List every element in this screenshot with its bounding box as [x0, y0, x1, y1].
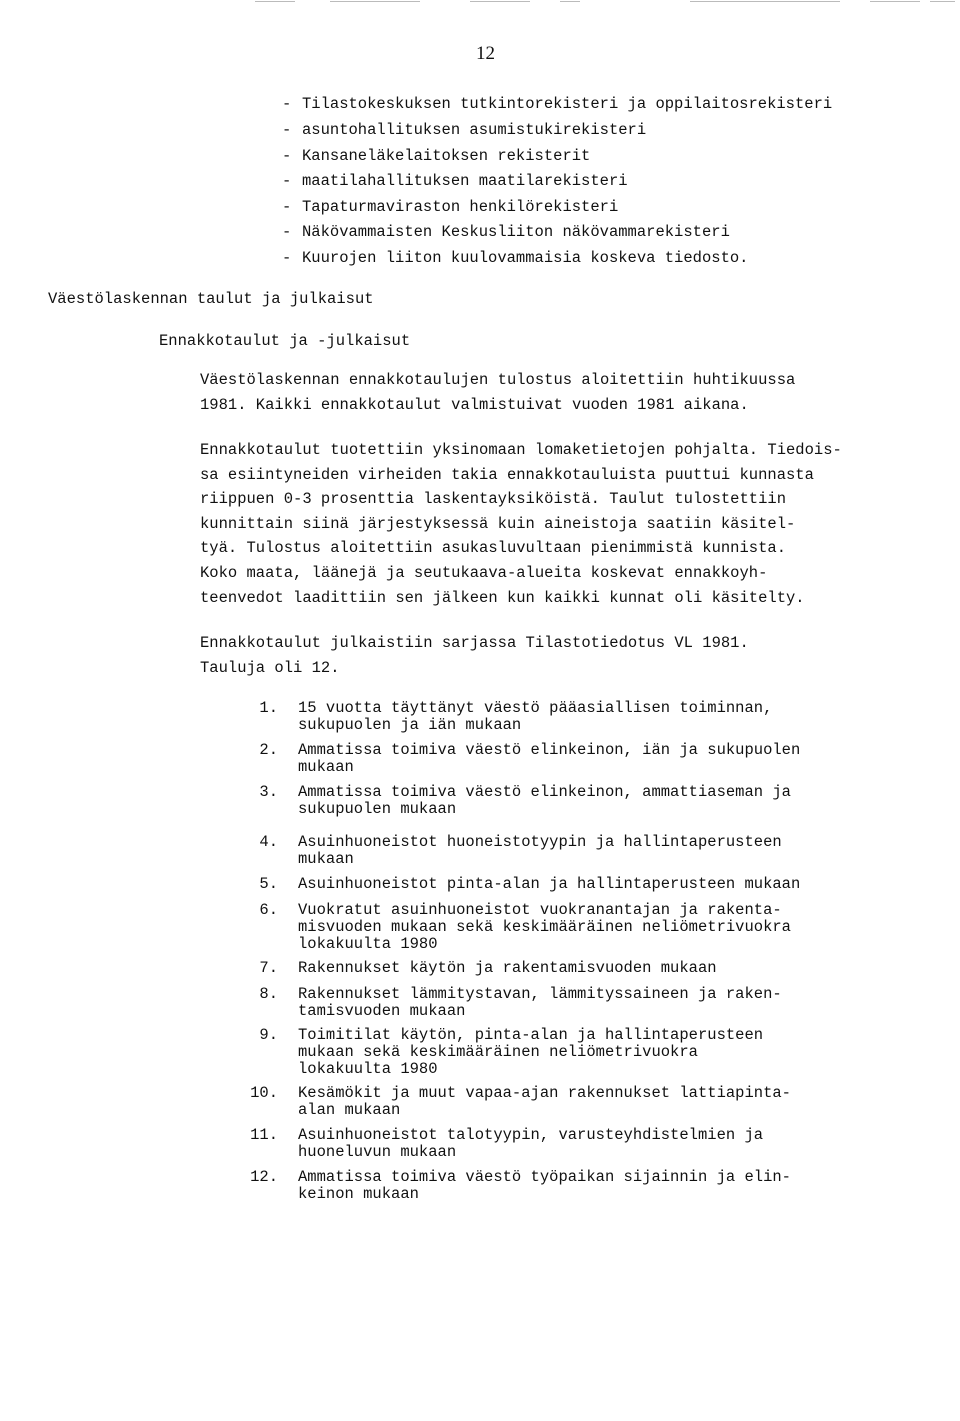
paragraph-line: 1981. Kaikki ennakkotaulut valmistuivat vuoden 1981 aikana. — [200, 395, 749, 414]
paragraph-line: teenvedot laadittiin sen jälkeen kun kaikki kunnat oli käsitelty. — [200, 588, 805, 607]
paragraph-line: riippuen 0-3 prosenttia laskentayksiköistä. Taulut tulostettiin — [200, 490, 786, 509]
table-title: Toimitilat käytön, pinta-alan ja hallintaperusteen mukaan sekä keskimääräinen neliömetrivuokra lokakuulta 1980 — [298, 1026, 764, 1078]
register-item — [282, 219, 730, 245]
bullet-dash: - — [282, 95, 292, 113]
register-item — [282, 143, 590, 169]
table-title: Ammatissa toimiva väestö elinkeinon, ammattiaseman ja sukupuolen mukaan — [298, 783, 791, 818]
table-title: Rakennukset lämmitystavan, lämmityssaineen ja raken- tamisvuoden mukaan — [298, 985, 782, 1020]
paragraph-line: sa esiintyneiden virheiden takia ennakkotauluista puuttui kunnasta — [200, 465, 814, 484]
bullet-dash: - — [282, 249, 292, 267]
table-number: 1. — [259, 699, 278, 717]
register-text: maatilahallituksen maatilarekisteri — [302, 172, 628, 190]
paragraph-line: tyä. Tulostus aloitettiin asukasluvultaan pienimmistä kunnista. — [200, 539, 786, 558]
register-item — [282, 194, 618, 220]
bullet-dash: - — [282, 198, 292, 216]
paragraph-line: Väestölaskennan ennakkotaulujen tulostus aloitettiin huhtikuussa — [200, 371, 796, 389]
register-item — [282, 245, 748, 271]
register-item — [282, 168, 628, 194]
table-number: 7. — [259, 959, 278, 977]
bullet-dash: - — [282, 121, 292, 139]
table-title: Ammatissa toimiva väestö elinkeinon, iän ja sukupuolen mukaan — [298, 741, 801, 776]
table-number: 5. — [259, 875, 278, 893]
bullet-dash: - — [282, 172, 292, 190]
paragraph-3 — [200, 631, 749, 680]
page-number: 12 — [476, 43, 495, 64]
paragraph-line: Ennakkotaulut tuotettiin yksinomaan lomaketietojen pohjalta. Tiedois- — [200, 441, 842, 459]
subsection-heading: Ennakkotaulut ja -julkaisut — [159, 332, 411, 350]
paragraph-line: Koko maata, läänejä ja seutukaava-alueita koskevat ennakkoyh- — [200, 563, 768, 582]
table-number: 11. — [250, 1126, 278, 1144]
table-title: Asuinhuoneistot talotyypin, varusteyhdistelmien ja huoneluvun mukaan — [298, 1126, 764, 1161]
table-title: Rakennukset käytön ja rakentamisvuoden mukaan — [298, 959, 717, 977]
paragraph-1 — [200, 368, 795, 417]
table-number: 2. — [259, 741, 278, 759]
table-number: 8. — [259, 985, 278, 1003]
table-number: 12. — [250, 1168, 278, 1186]
table-title: Vuokratut asuinhuoneistot vuokranantajan ja rakenta- misvuoden mukaan sekä keskimääräinen neliömetrivuokra lokakuulta 1980 — [298, 901, 791, 953]
register-text: Näkövammaisten Keskusliiton näkövammarekisteri — [302, 223, 730, 241]
register-text: Tilastokeskuksen tutkintorekisteri ja oppilaitosrekisteri — [302, 95, 833, 113]
table-title: Kesämökit ja muut vapaa-ajan rakennukset lattiapinta- alan mukaan — [298, 1084, 791, 1119]
register-item — [282, 91, 832, 117]
table-number: 3. — [259, 783, 278, 801]
paragraph-2 — [200, 438, 842, 610]
scan-edge-marks — [0, 0, 960, 4]
bullet-dash: - — [282, 223, 292, 241]
register-text: asuntohallituksen asumistukirekisteri — [302, 121, 647, 139]
register-text: Kuurojen liiton kuulovammaisia koskeva tiedosto. — [302, 249, 749, 267]
paragraph-line: Ennakkotaulut julkaistiin sarjassa Tilastotiedotus VL 1981. — [200, 634, 749, 652]
table-title: Asuinhuoneistot huoneistotyypin ja hallintaperusteen mukaan — [298, 833, 782, 868]
section-heading: Väestölaskennan taulut ja julkaisut — [48, 290, 374, 308]
table-number: 10. — [250, 1084, 278, 1102]
table-title: 15 vuotta täyttänyt väestö pääasiallisen toiminnan, sukupuolen ja iän mukaan — [298, 699, 773, 734]
register-text: Tapaturmaviraston henkilörekisteri — [302, 198, 619, 216]
register-item — [282, 117, 646, 143]
register-text: Kansaneläkelaitoksen rekisterit — [302, 147, 591, 165]
bullet-dash: - — [282, 147, 292, 165]
table-title: Ammatissa toimiva väestö työpaikan sijainnin ja elin- keinon mukaan — [298, 1168, 791, 1203]
table-number: 4. — [259, 833, 278, 851]
paragraph-line: kunnittain siinä järjestyksessä kuin aineistoja saatiin käsitel- — [200, 514, 796, 533]
table-number: 6. — [259, 901, 278, 919]
table-number: 9. — [259, 1026, 278, 1044]
paragraph-line: Tauluja oli 12. — [200, 658, 340, 677]
table-title: Asuinhuoneistot pinta-alan ja hallintaperusteen mukaan — [298, 875, 801, 893]
